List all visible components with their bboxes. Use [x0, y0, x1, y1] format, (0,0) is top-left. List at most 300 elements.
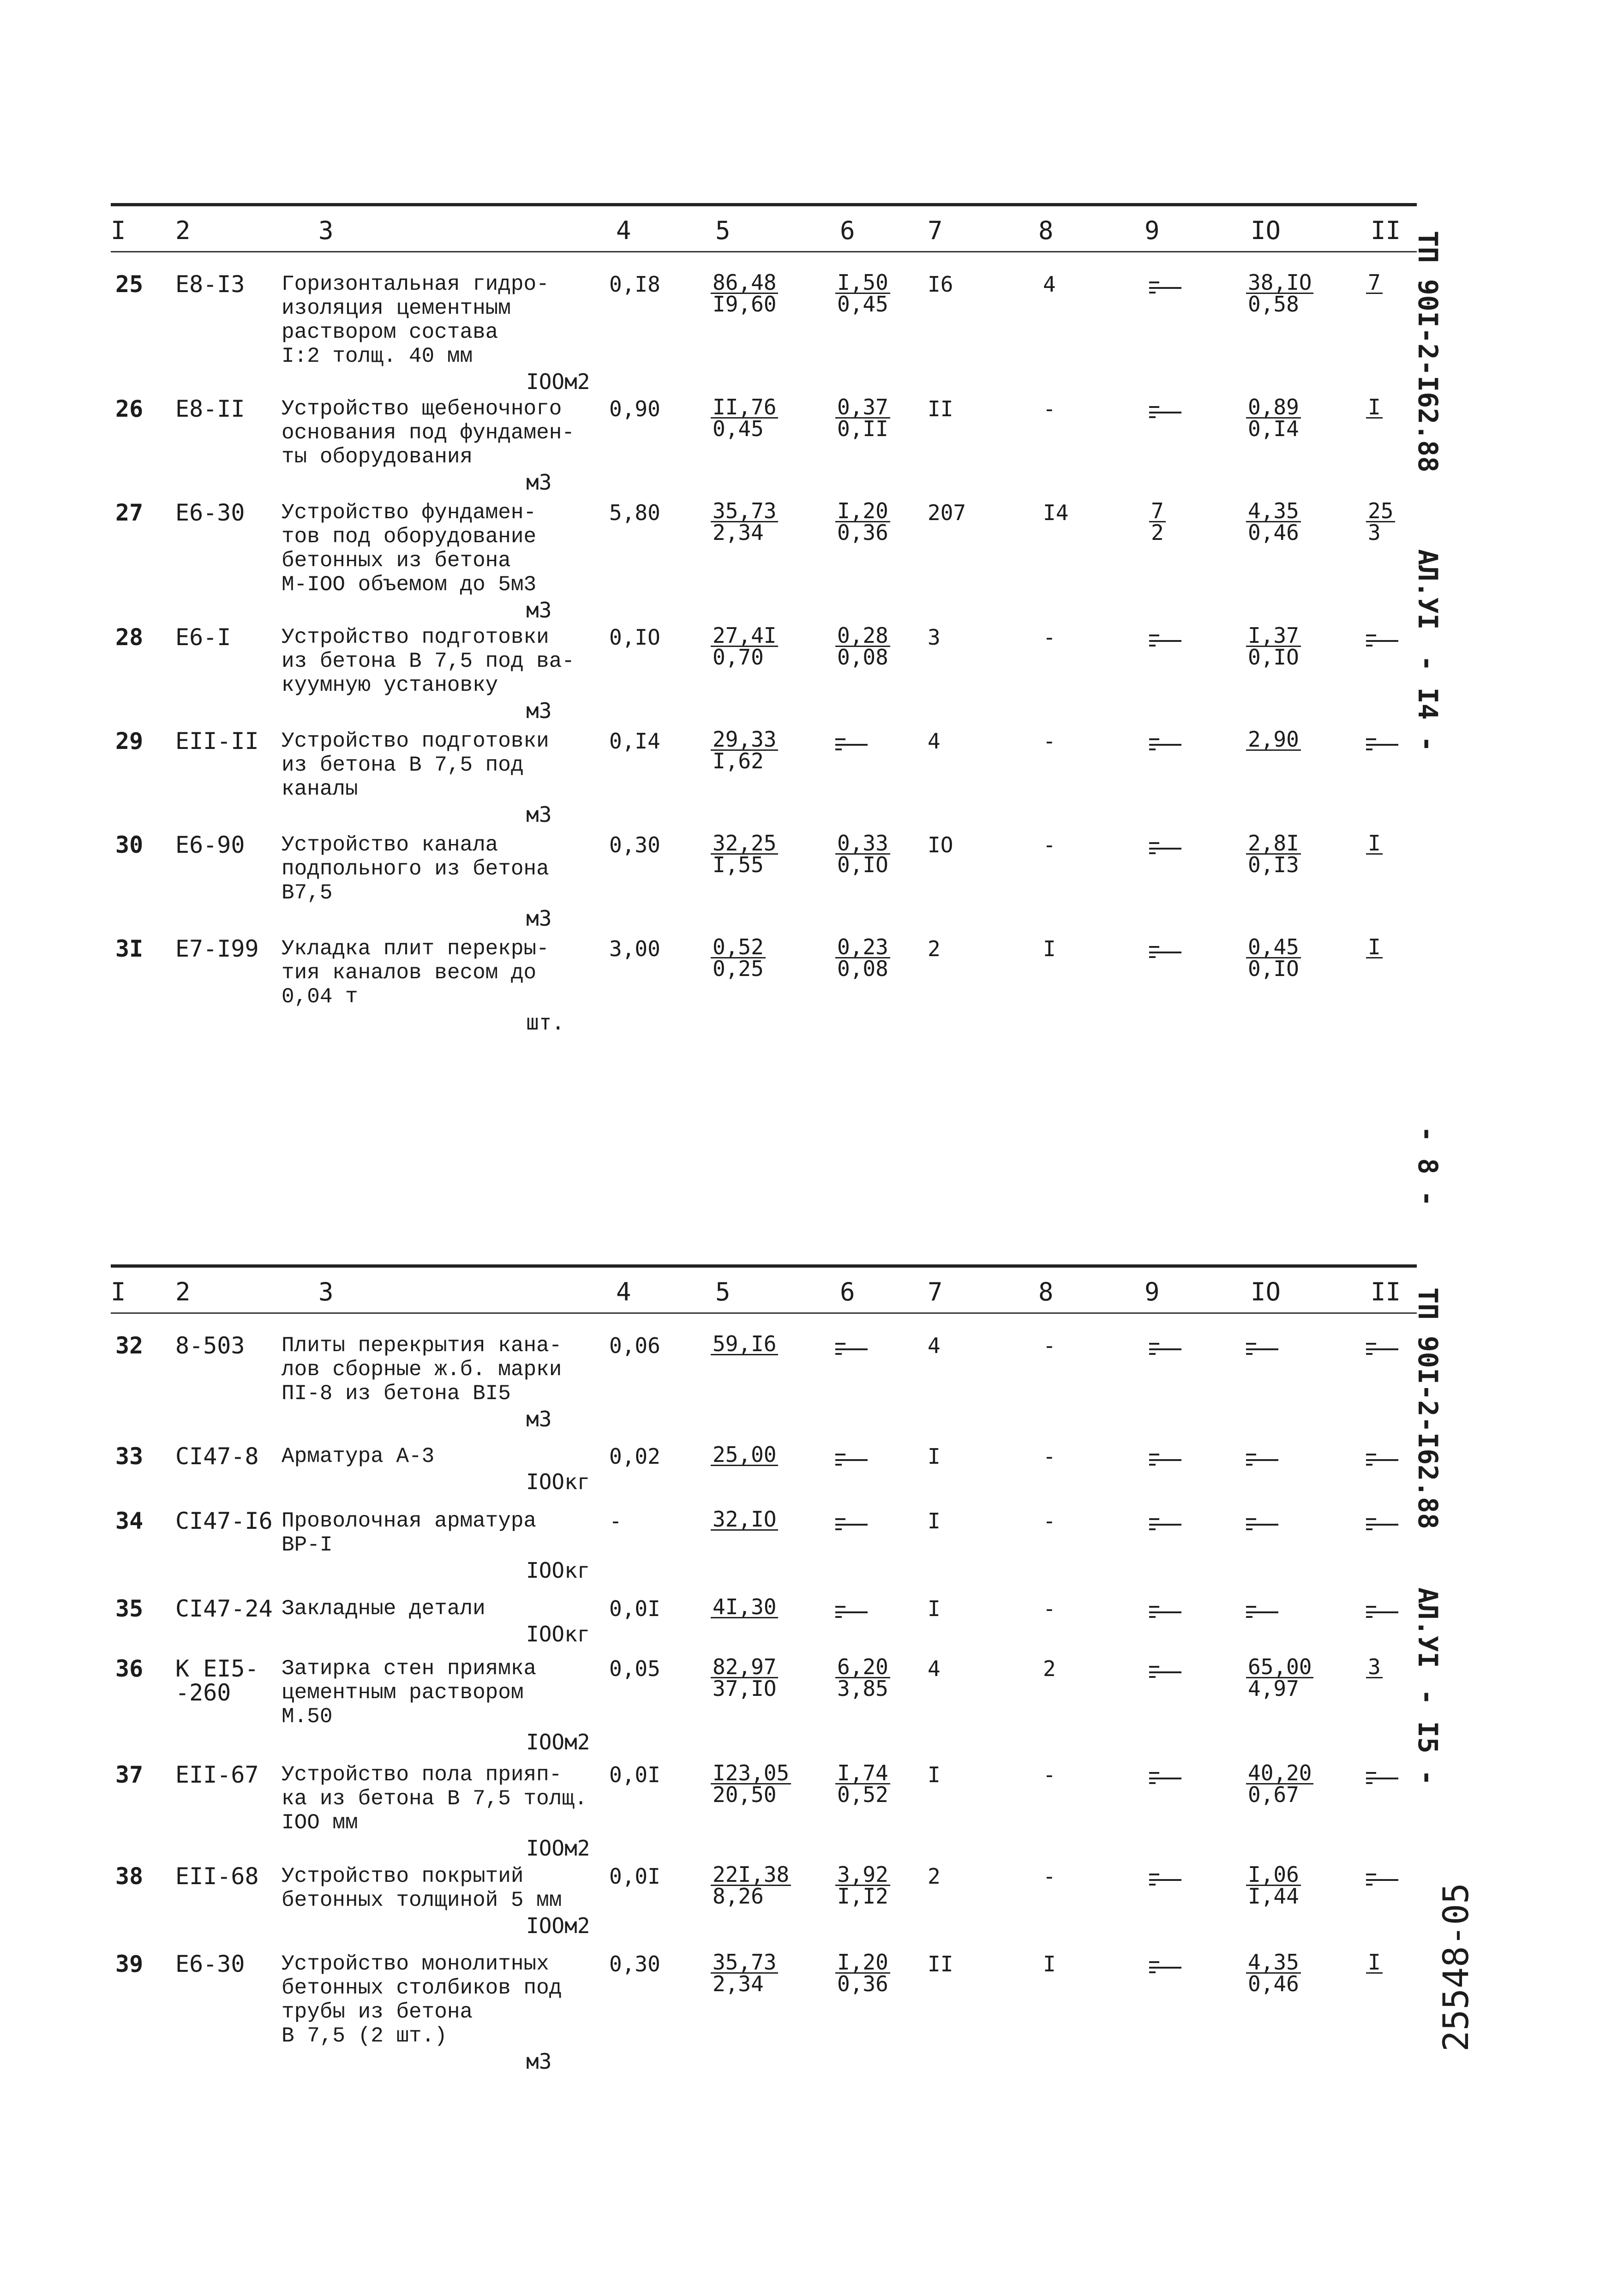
rate-code: E8-II [175, 395, 245, 422]
description-line: ты оборудования [282, 445, 473, 469]
machine-cost-denominator: 0,II [837, 416, 888, 441]
labor-unit-numerator: 40,20 [1246, 1763, 1313, 1784]
table-top-rule [111, 1264, 1417, 1268]
row-number: 27 [115, 499, 144, 526]
machine-total-dash [1149, 1343, 1181, 1352]
unit-cost-denominator: 20,50 [713, 1782, 777, 1807]
labor-total-dash [1366, 1772, 1398, 1781]
total-cost: II [928, 1952, 953, 1976]
unit-cost-numerator: 22I,38 [711, 1864, 791, 1886]
column-header-4: 4 [616, 216, 631, 245]
labor-total [1366, 397, 1383, 439]
wages-total: - [1043, 1509, 1056, 1533]
project-code-top: ТП 90I-2-I62.88 [1412, 231, 1444, 473]
unit-cost [711, 623, 778, 670]
labor-total-dash [1366, 1343, 1398, 1352]
description-line: куумную установку [282, 673, 498, 697]
machine-total-dash [1149, 1666, 1181, 1675]
project-code-bottom: ТП 90I-2-I62.88 [1412, 1287, 1444, 1529]
machine-cost-denominator: 0,36 [837, 520, 888, 545]
labor-unit-dash [1246, 1454, 1278, 1463]
labor-total [1366, 1654, 1383, 1699]
table-row [111, 1760, 1435, 1864]
labor-unit-dash [1246, 1518, 1278, 1527]
work-description [282, 729, 605, 801]
labor-unit [1246, 1654, 1313, 1701]
row-number: 3I [115, 935, 144, 962]
machine-cost-denominator: 0,08 [837, 645, 888, 670]
labor-total [1366, 833, 1383, 875]
labor-total-denominator [1366, 1678, 1383, 1699]
wages-total: I [1043, 1952, 1056, 1976]
table-row [111, 729, 1435, 833]
description-line: ВР-I [282, 1533, 333, 1557]
labor-unit-denominator: 0,IO [1248, 645, 1299, 670]
machine-cost-denominator: 0,08 [837, 956, 888, 981]
total-cost: 2 [928, 936, 941, 961]
machine-total-dash [1149, 635, 1181, 644]
column-header-5: 5 [715, 216, 731, 245]
unit-cost-denominator: 2,34 [713, 1971, 764, 1996]
unit-cost-numerator: 82,97 [711, 1657, 778, 1678]
machine-total-dash [1149, 406, 1181, 415]
rate-code: E8-I3 [175, 271, 245, 298]
total-cost: IO [928, 832, 953, 857]
description-line: Устройство щебеночного [282, 397, 562, 421]
wages-total: - [1043, 1333, 1056, 1358]
unit-cost [711, 1760, 791, 1807]
machine-cost-dash [835, 1606, 868, 1615]
unit-of-measure: м3 [526, 1407, 552, 1431]
total-cost: 2 [928, 1864, 941, 1889]
labor-total-numerator: I [1366, 397, 1383, 419]
total-cost: I [928, 1509, 941, 1533]
labor-unit [1246, 623, 1301, 670]
table-row [111, 1509, 1435, 1597]
description-line: Плиты перекрытия кана- [282, 1334, 562, 1358]
unit-cost-denominator: I,62 [713, 748, 764, 773]
row-number: 36 [115, 1655, 144, 1682]
column-header-9: 9 [1145, 216, 1160, 245]
table-row [111, 1952, 1435, 2072]
work-description [282, 501, 605, 597]
table-row [111, 1594, 1435, 1657]
unit-cost [711, 498, 778, 545]
row-number: 37 [115, 1761, 144, 1788]
labor-total-dash [1366, 1518, 1398, 1527]
table-row [111, 1864, 1435, 1952]
description-line: бетонных из бетона [282, 549, 511, 573]
wages-total: I [1043, 936, 1056, 961]
description-line: Устройство монолитных [282, 1952, 549, 1976]
labor-unit [1246, 498, 1301, 545]
rate-code: EII-67 [175, 1761, 259, 1788]
unit-cost-denominator: 0,70 [713, 645, 764, 670]
labor-unit-denominator [1246, 751, 1301, 771]
description-line: Устройство фундамен- [282, 501, 537, 525]
machine-total-dash [1149, 1772, 1181, 1781]
wages-total: - [1043, 1596, 1056, 1621]
column-header-8: 8 [1038, 216, 1054, 245]
description-line: B7,5 [282, 881, 333, 905]
unit-cost-denominator: 0,45 [713, 416, 764, 441]
labor-unit-denominator: 0,IO [1248, 956, 1299, 981]
labor-total-numerator: 7 [1366, 272, 1383, 294]
table-row [111, 498, 1435, 625]
work-description [282, 272, 605, 368]
description-line: B 7,5 (2 шт.) [282, 2024, 447, 2048]
rate-code: E6-30 [175, 499, 245, 526]
labor-total-denominator: 3 [1368, 520, 1381, 545]
labor-total [1366, 1952, 1383, 1994]
labor-total-dash [1366, 738, 1398, 748]
description-line: Горизонтальная гидро- [282, 272, 549, 296]
column-header-1: I [111, 216, 126, 245]
table-row [111, 1654, 1435, 1763]
quantity: 0,I4 [609, 729, 660, 754]
column-header-6: 6 [840, 216, 855, 245]
column-header-11: II [1371, 1277, 1401, 1306]
machine-total-dash [1149, 281, 1181, 291]
unit-of-measure: IOOм2 [526, 1836, 590, 1861]
description-line: тов под оборудование [282, 525, 537, 549]
labor-total-numerator: I [1366, 1952, 1383, 1974]
table-row [111, 934, 1435, 1057]
unit-cost-denominator: I,55 [713, 852, 764, 877]
labor-total-dash [1366, 1874, 1398, 1883]
unit-of-measure: м3 [526, 598, 552, 623]
description-line: основания под фундамен- [282, 421, 575, 445]
row-number: 34 [115, 1508, 144, 1534]
machine-cost-numerator: 0,33 [835, 833, 890, 855]
machine-cost-denominator: 0,52 [837, 1782, 888, 1807]
page-number: - 8 - [1412, 1126, 1444, 1207]
labor-unit [1246, 1862, 1301, 1909]
column-header-10: IO [1251, 216, 1281, 245]
unit-of-measure: IOOкг [526, 1558, 590, 1583]
machine-cost-dash [835, 1454, 868, 1463]
machine-cost-dash [835, 1343, 868, 1352]
description-line: Устройство пола прияп- [282, 1763, 562, 1787]
wages-total: - [1043, 1864, 1056, 1889]
labor-total-dash [1366, 1454, 1398, 1463]
rate-code: EII-68 [175, 1863, 259, 1890]
quantity: 0,30 [609, 1952, 660, 1976]
work-description [282, 1952, 605, 2048]
table-row [111, 625, 1435, 729]
total-cost: I [928, 1762, 941, 1787]
machine-cost-dash [835, 1518, 868, 1527]
machine-cost-numerator: 0,37 [835, 397, 890, 419]
labor-unit [1246, 1760, 1313, 1807]
wages-total: - [1043, 1762, 1056, 1787]
rate-code: E6-90 [175, 832, 245, 858]
quantity: 0,02 [609, 1444, 660, 1469]
column-header-2: 2 [175, 216, 191, 245]
wages-total: 2 [1043, 1656, 1056, 1681]
description-line: Устройство покрытий [282, 1864, 524, 1888]
album-code-bottom: АЛ.УI [1412, 1587, 1444, 1668]
total-cost: II [928, 396, 953, 421]
column-header-9: 9 [1145, 1277, 1160, 1306]
description-line: ПI-8 из бетона BI5 [282, 1382, 511, 1406]
description-line: изоляция цементным [282, 296, 511, 320]
table-row [111, 1444, 1435, 1509]
machine-cost-denominator: 0,45 [837, 292, 888, 317]
column-header-7: 7 [928, 216, 943, 245]
labor-unit-numerator: 65,00 [1246, 1657, 1313, 1678]
labor-unit [1246, 1952, 1301, 1994]
machine-cost-denominator: I,I2 [837, 1884, 888, 1909]
machine-cost-numerator: 3,92 [835, 1864, 890, 1886]
labor-unit [1246, 833, 1301, 875]
machine-total-dash [1149, 1606, 1181, 1615]
machine-cost-numerator: I,20 [835, 1952, 890, 1974]
total-cost: 4 [928, 729, 941, 754]
description-line: ка из бетона В 7,5 толщ. [282, 1787, 587, 1811]
unit-cost [711, 934, 766, 981]
unit-cost [711, 1594, 778, 1639]
labor-unit-denominator: 0,58 [1248, 292, 1299, 317]
row-number: 39 [115, 1951, 144, 1977]
machine-cost-numerator: 0,23 [835, 937, 890, 958]
labor-total-denominator [1366, 855, 1383, 875]
labor-unit-numerator: 38,IO [1246, 272, 1313, 294]
description-line: тия каналов весом до [282, 961, 537, 985]
machine-cost-numerator: I,74 [835, 1763, 890, 1784]
machine-total-dash [1149, 1454, 1181, 1463]
description-line: из бетона В 7,5 под [282, 753, 524, 777]
description-line: лов сборные ж.б. марки [282, 1358, 562, 1382]
row-number: 33 [115, 1443, 144, 1470]
unit-cost-numerator: 86,48 [711, 272, 778, 294]
unit-of-measure: м3 [526, 2049, 552, 2074]
table-top-rule [111, 203, 1417, 206]
labor-unit-numerator: 4,35 [1246, 1952, 1301, 1974]
machine-total-dash [1149, 1961, 1181, 1970]
rate-code: E6-30 [175, 1951, 245, 1977]
unit-cost [711, 1862, 791, 1909]
unit-cost-denominator [711, 1466, 778, 1486]
machine-cost [835, 934, 890, 981]
column-header-8: 8 [1038, 1277, 1054, 1306]
unit-of-measure: м3 [526, 802, 552, 827]
unit-cost-numerator: II,76 [711, 397, 778, 419]
labor-unit-denominator: I,44 [1248, 1884, 1299, 1909]
total-cost: 207 [928, 500, 966, 525]
description-line: М.50 [282, 1705, 333, 1729]
work-description [282, 1334, 605, 1406]
rate-code: EII-II [175, 728, 259, 754]
machine-cost [835, 1952, 890, 1994]
labor-total [1366, 498, 1395, 545]
work-description [282, 1763, 605, 1835]
row-number: 35 [115, 1595, 144, 1622]
description-line: Устройство подготовки [282, 729, 549, 753]
labor-total-numerator: I [1366, 937, 1383, 958]
labor-total [1366, 272, 1383, 314]
unit-of-measure: IOOм2 [526, 369, 590, 394]
column-header-10: IO [1251, 1277, 1281, 1306]
machine-cost-denominator: 0,IO [837, 852, 888, 877]
unit-cost-denominator [711, 1618, 778, 1639]
unit-cost-numerator: 35,73 [711, 501, 778, 522]
unit-cost-denominator [711, 1531, 778, 1551]
unit-cost-denominator: 37,IO [713, 1676, 777, 1701]
album-code-top: АЛ.УI [1412, 549, 1444, 630]
work-description [282, 1597, 605, 1621]
wages-total: - [1043, 625, 1056, 650]
machine-total-dash [1149, 842, 1181, 851]
machine-cost [835, 270, 890, 317]
machine-total-dash [1149, 1874, 1181, 1883]
work-description [282, 1864, 605, 1912]
machine-cost-numerator: 0,28 [835, 625, 890, 647]
machine-cost-numerator: 6,20 [835, 1657, 890, 1678]
quantity: 3,00 [609, 936, 660, 961]
labor-unit-denominator: 4,97 [1248, 1676, 1299, 1701]
row-number: 26 [115, 395, 144, 422]
column-header-3: 3 [318, 1277, 334, 1306]
rate-code: 8-503 [175, 1332, 245, 1359]
description-line: Устройство подготовки [282, 625, 549, 649]
unit-cost [711, 1509, 778, 1551]
column-header-6: 6 [840, 1277, 855, 1306]
unit-cost-numerator: 32,IO [711, 1509, 778, 1531]
description-line: Затирка стен приямка [282, 1657, 537, 1681]
unit-cost [711, 1331, 778, 1376]
unit-of-measure: м3 [526, 698, 552, 723]
machine-cost [835, 1862, 890, 1909]
unit-cost-numerator: 0,52 [711, 937, 766, 958]
row-number: 25 [115, 271, 144, 298]
table-row [111, 397, 1435, 501]
description-line: бетонных столбиков под [282, 1976, 562, 2000]
unit-cost-denominator: I9,60 [713, 292, 777, 317]
labor-total-denominator [1366, 958, 1383, 979]
row-number: 38 [115, 1863, 144, 1890]
unit-of-measure: IOOкг [526, 1469, 590, 1494]
labor-total-numerator: 3 [1366, 1657, 1383, 1678]
rate-code: E6-I [175, 624, 231, 651]
quantity: 0,30 [609, 832, 660, 857]
inventory-stamp: 25548-05 [1435, 1883, 1476, 2052]
unit-cost-denominator [711, 1355, 778, 1376]
wages-total: 4 [1043, 272, 1056, 297]
total-cost: 4 [928, 1333, 941, 1358]
work-description [282, 397, 605, 469]
total-cost: 3 [928, 625, 941, 650]
quantity: 0,05 [609, 1656, 660, 1681]
description-line: 0,04 т [282, 985, 358, 1009]
labor-unit-denominator: 0,46 [1248, 520, 1299, 545]
rate-code: CI47-24 [175, 1595, 273, 1622]
labor-unit-dash [1246, 1606, 1278, 1615]
labor-unit [1246, 934, 1301, 981]
column-header-2: 2 [175, 1277, 191, 1306]
description-line: Арматура А-3 [282, 1444, 435, 1468]
row-number: 29 [115, 728, 144, 754]
unit-cost-numerator: 59,I6 [711, 1334, 778, 1355]
machine-total [1149, 498, 1166, 545]
machine-cost-numerator: I,20 [835, 501, 890, 522]
row-number: 30 [115, 832, 144, 858]
labor-unit [1246, 729, 1301, 771]
table-row [111, 272, 1435, 397]
wages-total: I4 [1043, 500, 1069, 525]
total-cost: I [928, 1444, 941, 1469]
unit-of-measure: шт. [526, 1010, 565, 1035]
column-header-11: II [1371, 216, 1401, 245]
description-line: каналы [282, 777, 358, 801]
work-description [282, 1657, 605, 1729]
wages-total: - [1043, 729, 1056, 754]
labor-unit-denominator: 0,46 [1248, 1971, 1299, 1996]
total-cost: 4 [928, 1656, 941, 1681]
labor-total-denominator [1366, 419, 1383, 439]
table-row [111, 833, 1435, 937]
description-line: Проволочная арматура [282, 1509, 537, 1533]
machine-cost [835, 498, 890, 545]
row-number: 32 [115, 1332, 144, 1359]
quantity: - [609, 1509, 622, 1533]
machine-cost [835, 623, 890, 670]
unit-cost [711, 1952, 778, 1994]
machine-cost [835, 833, 890, 875]
unit-cost-numerator: 29,33 [711, 729, 778, 751]
labor-unit-numerator: 0,45 [1246, 937, 1301, 958]
description-line: раствором состава [282, 320, 498, 344]
description-line: Закладные детали [282, 1597, 485, 1621]
wages-total: - [1043, 396, 1056, 421]
unit-of-measure: IOOм2 [526, 1913, 590, 1938]
labor-unit-dash [1246, 1343, 1278, 1352]
quantity: 0,06 [609, 1333, 660, 1358]
work-description [282, 937, 605, 1009]
unit-cost [711, 729, 778, 771]
description-line: бетонных толщиной 5 мм [282, 1888, 562, 1912]
unit-cost-denominator: 8,26 [713, 1884, 764, 1909]
labor-unit-numerator: 4,35 [1246, 501, 1301, 522]
machine-cost-denominator: 3,85 [837, 1676, 888, 1701]
work-description [282, 1509, 605, 1557]
labor-total-dash [1366, 1606, 1398, 1615]
work-description [282, 625, 605, 697]
quantity: 0,0I [609, 1864, 660, 1889]
unit-cost-numerator: 35,73 [711, 1952, 778, 1974]
unit-cost-numerator: 25,00 [711, 1444, 778, 1466]
unit-cost [711, 833, 778, 875]
machine-cost-dash [835, 738, 868, 748]
labor-unit-denominator: 0,I4 [1248, 416, 1299, 441]
description-line: I:2 толщ. 40 мм [282, 344, 473, 368]
quantity: 0,IO [609, 625, 660, 650]
description-line: Устройство канала [282, 833, 498, 857]
header-bottom-rule [111, 1312, 1417, 1314]
labor-total-dash [1366, 635, 1398, 644]
machine-cost [835, 1760, 890, 1807]
work-description [282, 833, 605, 905]
unit-cost [711, 397, 778, 439]
unit-cost-denominator: 2,34 [713, 520, 764, 545]
machine-cost [835, 1654, 890, 1701]
machine-cost-denominator: 0,36 [837, 1971, 888, 1996]
unit-cost-numerator: 4I,30 [711, 1597, 778, 1618]
row-number: 28 [115, 624, 144, 651]
machine-total-dash [1149, 738, 1181, 748]
unit-cost-numerator: 27,4I [711, 625, 778, 647]
machine-total-dash [1149, 1518, 1181, 1527]
